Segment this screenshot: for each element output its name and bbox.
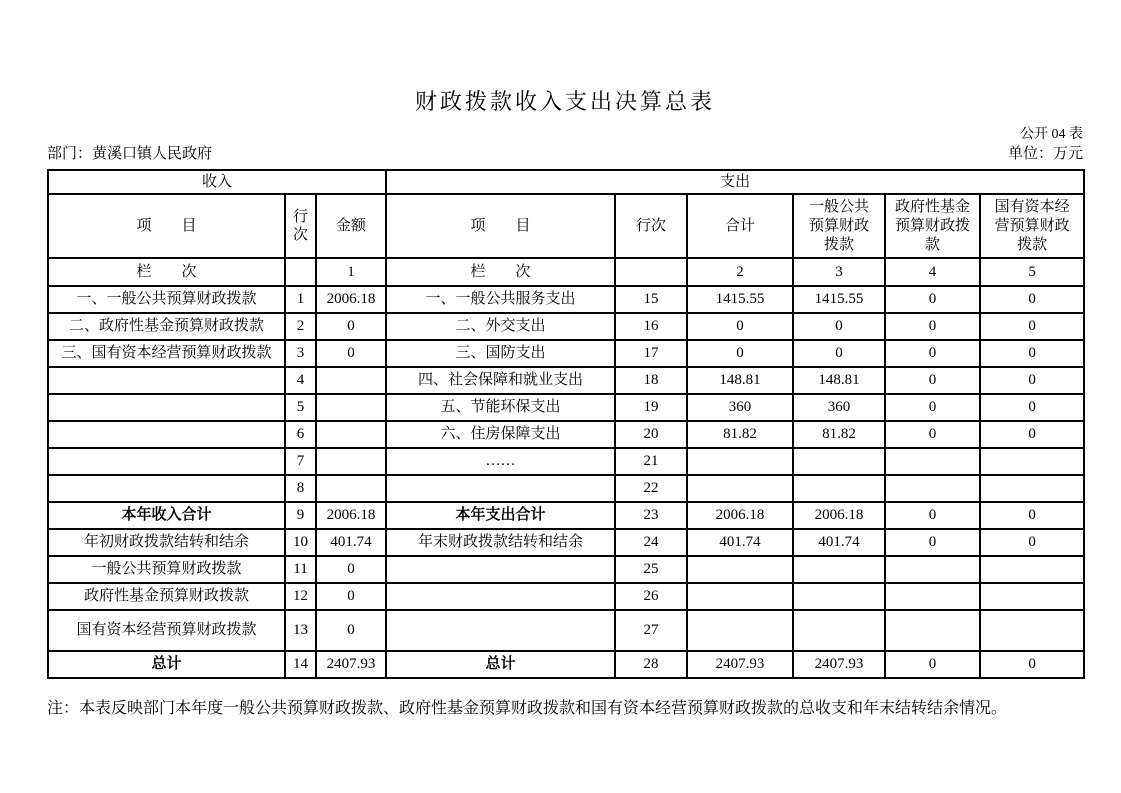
expense-item-cell	[386, 556, 615, 583]
table-row	[48, 313, 1084, 340]
expense-general-cell: 2407.93	[793, 651, 885, 678]
income-amount-cell: 0	[316, 313, 386, 340]
expense-general-cell	[793, 556, 885, 583]
unit-label: 单位：万元	[1007, 146, 1083, 162]
expense-general-cell	[793, 610, 885, 651]
expense-statecap-cell: 0	[980, 313, 1084, 340]
table-row	[48, 556, 1084, 583]
income-item-cell: 国有资本经营预算财政拨款	[48, 610, 285, 651]
income-line-cell: 14	[285, 651, 316, 678]
income-item-cell: 年初财政拨款结转和结余	[48, 529, 285, 556]
income-amount-cell: 2006.18	[316, 502, 386, 529]
income-amount-column-header: 金额	[316, 194, 386, 258]
expense-general-cell: 360	[793, 394, 885, 421]
expense-general-cell: 0	[793, 313, 885, 340]
table-row	[48, 448, 1084, 475]
table-row	[48, 421, 1084, 448]
expense-total-cell: 2407.93	[687, 651, 793, 678]
expense-govfund-cell	[885, 583, 980, 610]
expense-general-cell: 1415.55	[793, 286, 885, 313]
income-line-cell: 4	[285, 367, 316, 394]
expense-item-cell	[386, 583, 615, 610]
expense-general-cell: 148.81	[793, 367, 885, 394]
expense-govfund-cell: 0	[885, 367, 980, 394]
income-section-header: 收入	[48, 170, 386, 194]
blank-cell	[285, 258, 316, 286]
expense-item-cell	[386, 475, 615, 502]
general-budget-column-header: 一般公共预算财政拨款	[793, 194, 885, 258]
expense-general-cell: 0	[793, 340, 885, 367]
income-amount-cell: 0	[316, 340, 386, 367]
expense-general-cell	[793, 448, 885, 475]
expense-total-cell: 1415.55	[687, 286, 793, 313]
income-item-cell	[48, 421, 285, 448]
expense-item-cell: ……	[386, 448, 615, 475]
table-row	[48, 340, 1084, 367]
expense-total-column-header: 合计	[687, 194, 793, 258]
expense-item-cell: 三、国防支出	[386, 340, 615, 367]
income-amount-cell: 0	[316, 583, 386, 610]
expense-general-cell	[793, 583, 885, 610]
income-item-cell	[48, 367, 285, 394]
expense-govfund-cell	[885, 475, 980, 502]
column-number-2: 2	[687, 258, 793, 286]
income-item-cell: 总计	[48, 651, 285, 678]
expense-line-cell: 24	[615, 529, 687, 556]
expense-item-cell: 本年支出合计	[386, 502, 615, 529]
income-line-cell: 13	[285, 610, 316, 651]
expense-statecap-cell	[980, 448, 1084, 475]
expense-item-cell: 四、社会保障和就业支出	[386, 367, 615, 394]
expense-statecap-cell: 0	[980, 286, 1084, 313]
department-label: 部门：黄溪口镇人民政府	[47, 146, 213, 162]
expense-item-cell: 一、一般公共服务支出	[386, 286, 615, 313]
income-line-cell: 1	[285, 286, 316, 313]
blank-cell	[615, 258, 687, 286]
expense-line-cell: 28	[615, 651, 687, 678]
income-amount-cell	[316, 394, 386, 421]
expense-line-cell: 23	[615, 502, 687, 529]
expense-total-cell	[687, 610, 793, 651]
income-line-cell: 11	[285, 556, 316, 583]
income-line-cell: 8	[285, 475, 316, 502]
expense-line-cell: 26	[615, 583, 687, 610]
expense-statecap-cell	[980, 475, 1084, 502]
table-row	[48, 475, 1084, 502]
income-amount-cell: 0	[316, 610, 386, 651]
expense-item-cell	[386, 610, 615, 651]
income-amount-cell: 2407.93	[316, 651, 386, 678]
expense-statecap-cell	[980, 556, 1084, 583]
column-number-4: 4	[885, 258, 980, 286]
income-line-cell: 5	[285, 394, 316, 421]
expense-section-header: 支出	[386, 170, 1084, 194]
expense-govfund-cell: 0	[885, 651, 980, 678]
expense-statecap-cell: 0	[980, 421, 1084, 448]
expense-govfund-cell: 0	[885, 340, 980, 367]
expense-total-cell: 148.81	[687, 367, 793, 394]
income-line-cell: 10	[285, 529, 316, 556]
expense-item-cell: 二、外交支出	[386, 313, 615, 340]
expense-total-cell: 0	[687, 340, 793, 367]
expense-govfund-cell	[885, 610, 980, 651]
expense-govfund-cell	[885, 556, 980, 583]
state-capital-column-header: 国有资本经营预算财政拨款	[980, 194, 1084, 258]
expense-line-column-header: 行次	[615, 194, 687, 258]
expense-statecap-cell: 0	[980, 340, 1084, 367]
expense-line-cell: 15	[615, 286, 687, 313]
expense-statecap-cell: 0	[980, 651, 1084, 678]
expense-general-cell: 401.74	[793, 529, 885, 556]
expense-line-cell: 16	[615, 313, 687, 340]
table-row	[48, 583, 1084, 610]
expense-govfund-cell: 0	[885, 421, 980, 448]
column-number-5: 5	[980, 258, 1084, 286]
income-line-cell: 6	[285, 421, 316, 448]
table-body	[48, 286, 1084, 678]
expense-statecap-cell: 0	[980, 367, 1084, 394]
expense-govfund-cell: 0	[885, 502, 980, 529]
expense-statecap-cell	[980, 583, 1084, 610]
section-header-row	[48, 170, 1084, 194]
income-item-cell: 本年收入合计	[48, 502, 285, 529]
expense-govfund-cell: 0	[885, 313, 980, 340]
column-header-row	[48, 194, 1084, 258]
income-line-column-header: 行次	[285, 194, 316, 258]
income-amount-cell	[316, 475, 386, 502]
expense-line-cell: 20	[615, 421, 687, 448]
table-row	[48, 651, 1084, 678]
income-item-cell: 一、一般公共预算财政拨款	[48, 286, 285, 313]
expense-general-cell: 81.82	[793, 421, 885, 448]
fiscal-appropriation-table	[47, 169, 1085, 679]
table-row	[48, 286, 1084, 313]
income-amount-cell	[316, 367, 386, 394]
table-row	[48, 394, 1084, 421]
income-amount-cell	[316, 448, 386, 475]
expense-statecap-cell: 0	[980, 529, 1084, 556]
income-amount-cell: 401.74	[316, 529, 386, 556]
expense-line-cell: 19	[615, 394, 687, 421]
income-amount-cell	[316, 421, 386, 448]
expense-item-cell: 六、住房保障支出	[386, 421, 615, 448]
page-title: 财政拨款收入支出决算总表	[414, 89, 715, 114]
gov-fund-column-header: 政府性基金预算财政拨款	[885, 194, 980, 258]
expense-line-cell: 22	[615, 475, 687, 502]
column-number-row	[48, 258, 1084, 286]
expense-general-cell	[793, 475, 885, 502]
income-item-cell	[48, 394, 285, 421]
income-amount-cell: 2006.18	[316, 286, 386, 313]
column-number-1: 1	[316, 258, 386, 286]
expense-total-cell: 401.74	[687, 529, 793, 556]
expense-govfund-cell	[885, 448, 980, 475]
expense-line-cell: 17	[615, 340, 687, 367]
expense-govfund-cell: 0	[885, 394, 980, 421]
table-row	[48, 610, 1084, 651]
column-number-3: 3	[793, 258, 885, 286]
income-line-cell: 7	[285, 448, 316, 475]
table-code-label: 公开 04 表	[1020, 127, 1083, 142]
footnote: 注：本表反映部门本年度一般公共预算财政拨款、政府性基金预算财政拨款和国有资本经营预算财政拨款的总收支和年末结转结余情况。	[47, 700, 1008, 717]
expense-line-cell: 27	[615, 610, 687, 651]
expense-general-cell: 2006.18	[793, 502, 885, 529]
expense-item-cell: 总计	[386, 651, 615, 678]
income-item-cell	[48, 448, 285, 475]
expense-total-cell	[687, 448, 793, 475]
expense-total-cell	[687, 475, 793, 502]
expense-total-cell	[687, 583, 793, 610]
expense-statecap-cell: 0	[980, 394, 1084, 421]
expense-lanci-cell: 栏 次	[386, 258, 615, 286]
income-item-cell: 政府性基金预算财政拨款	[48, 583, 285, 610]
income-line-cell: 9	[285, 502, 316, 529]
expense-statecap-cell: 0	[980, 502, 1084, 529]
table-row	[48, 502, 1084, 529]
income-lanci-cell: 栏 次	[48, 258, 285, 286]
expense-total-cell	[687, 556, 793, 583]
income-amount-cell: 0	[316, 556, 386, 583]
income-line-cell: 2	[285, 313, 316, 340]
expense-line-cell: 25	[615, 556, 687, 583]
income-item-cell	[48, 475, 285, 502]
expense-govfund-cell: 0	[885, 286, 980, 313]
income-item-column-header: 项 目	[48, 194, 285, 258]
income-line-cell: 3	[285, 340, 316, 367]
income-line-cell: 12	[285, 583, 316, 610]
expense-item-column-header: 项 目	[386, 194, 615, 258]
income-item-cell: 三、国有资本经营预算财政拨款	[48, 340, 285, 367]
expense-item-cell: 年末财政拨款结转和结余	[386, 529, 615, 556]
expense-govfund-cell: 0	[885, 529, 980, 556]
expense-total-cell: 360	[687, 394, 793, 421]
table-row	[48, 367, 1084, 394]
meta-row	[47, 142, 1083, 163]
expense-statecap-cell	[980, 610, 1084, 651]
expense-total-cell: 2006.18	[687, 502, 793, 529]
expense-total-cell: 0	[687, 313, 793, 340]
expense-item-cell: 五、节能环保支出	[386, 394, 615, 421]
income-item-cell: 一般公共预算财政拨款	[48, 556, 285, 583]
expense-line-cell: 21	[615, 448, 687, 475]
expense-total-cell: 81.82	[687, 421, 793, 448]
table-row	[48, 529, 1084, 556]
expense-line-cell: 18	[615, 367, 687, 394]
income-item-cell: 二、政府性基金预算财政拨款	[48, 313, 285, 340]
